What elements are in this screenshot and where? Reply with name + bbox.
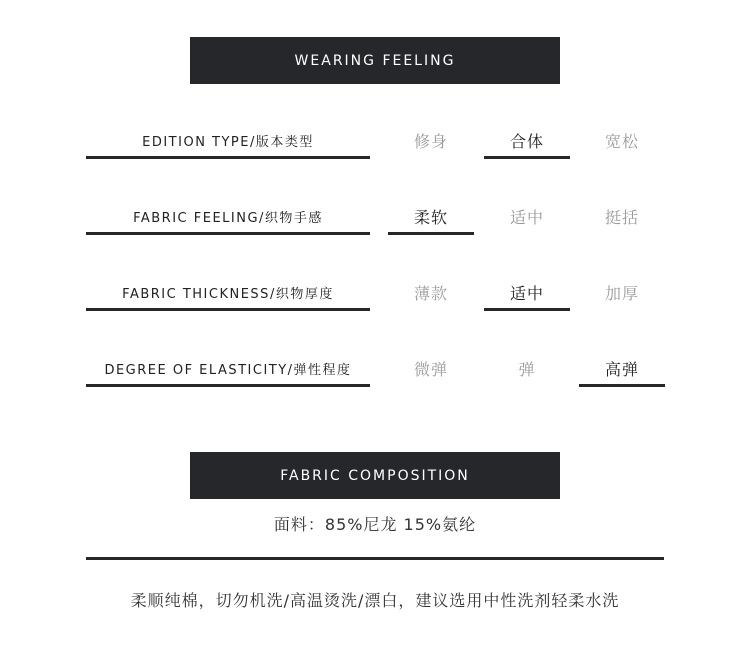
option-0: 微弹 (413, 359, 448, 379)
option-2: 加厚 (604, 283, 639, 303)
row-label-underline (86, 232, 370, 235)
row-label: EDITION TYPE/版本类型 (142, 134, 314, 150)
selected-underline (388, 232, 474, 235)
wearing-feeling-banner (190, 37, 560, 84)
fabric-composition-banner (190, 452, 560, 499)
option-0: 薄款 (413, 283, 448, 303)
row-edition-type (0, 123, 750, 163)
row-fabric-thickness (0, 275, 750, 315)
option-1: 适中 (509, 207, 544, 227)
selected-underline (484, 156, 570, 159)
row-label-underline (86, 384, 370, 387)
option-2: 挺括 (604, 207, 639, 227)
divider (86, 557, 664, 560)
row-label: FABRIC THICKNESS/织物厚度 (122, 286, 334, 302)
option-1-selected: 合体 (509, 131, 544, 151)
row-fabric-feeling (0, 199, 750, 239)
option-1-selected: 适中 (509, 283, 544, 303)
row-label: DEGREE OF ELASTICITY/弹性程度 (104, 362, 352, 378)
option-0: 修身 (413, 131, 448, 151)
row-label-underline (86, 308, 370, 311)
selected-underline (579, 384, 665, 387)
option-2: 宽松 (604, 131, 639, 151)
row-label-underline (86, 156, 370, 159)
option-2-selected: 高弹 (604, 359, 639, 379)
selected-underline (484, 308, 570, 311)
option-0-selected: 柔软 (413, 207, 448, 227)
care-instructions: 柔顺纯棉，切勿机洗/高温烫洗/漂白，建议选用中性洗剂轻柔水洗 (130, 591, 620, 610)
row-label: FABRIC FEELING/织物手感 (133, 210, 323, 226)
composition-text: 面料：85%尼龙 15%氨纶 (273, 515, 477, 534)
fabric-composition-title: FABRIC COMPOSITION (280, 467, 470, 484)
wearing-feeling-title: WEARING FEELING (294, 52, 456, 69)
row-degree-of-elasticity (0, 351, 750, 391)
option-1: 弹 (518, 359, 536, 379)
